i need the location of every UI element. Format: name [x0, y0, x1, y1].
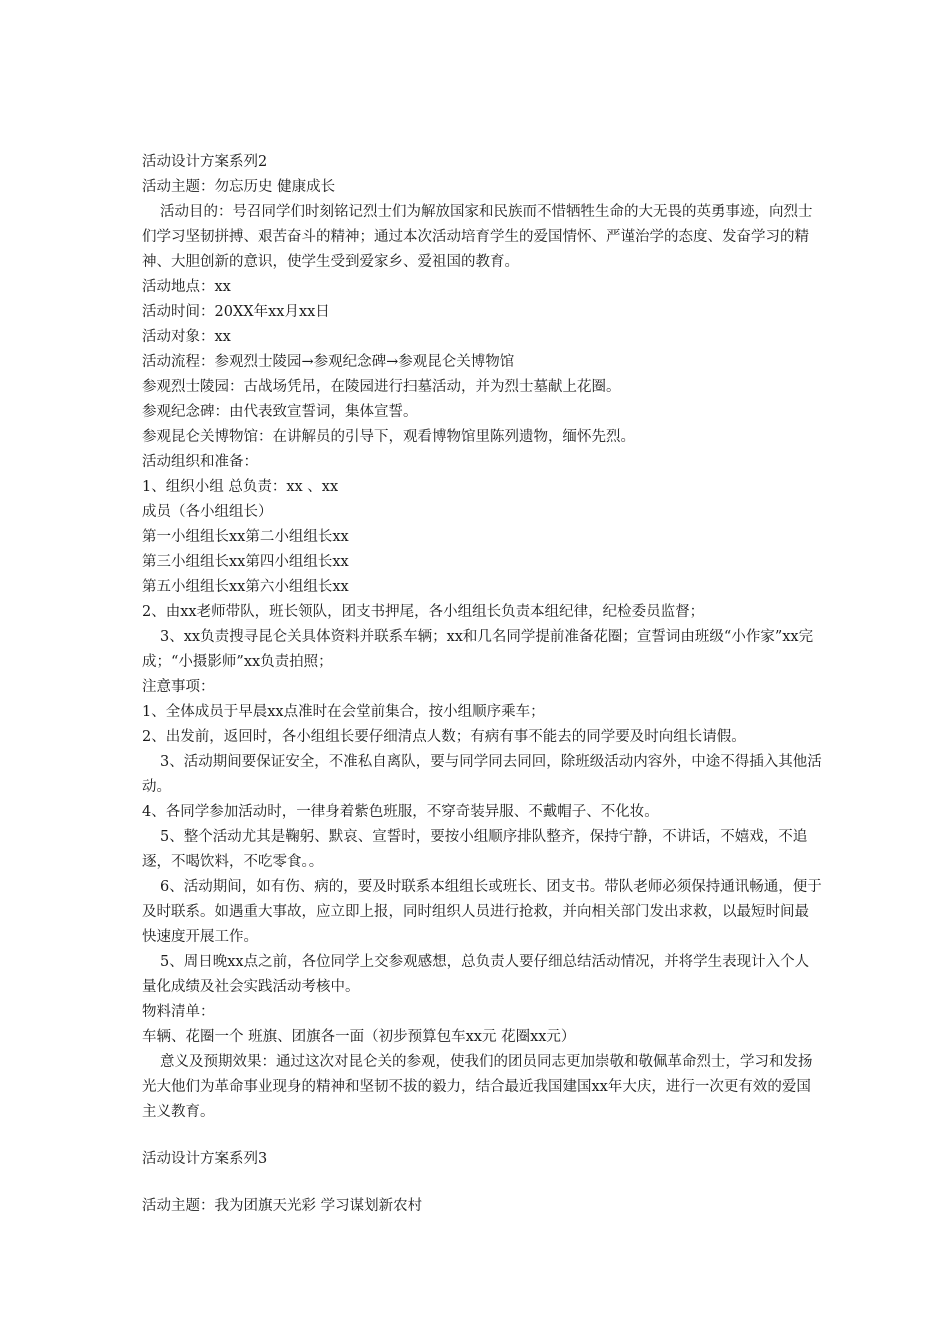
visit-monument: 参观纪念碑：由代表致宣誓词，集体宣誓。	[142, 404, 418, 420]
activity-purpose: 活动目的：号召同学们时刻铭记烈士们为解放国家和民族而不惜牺牲生命的大无畏的英勇事迹，向烈士们学习坚韧拼搏、艰苦奋斗的精神；通过本次活动培育学生的爱国情怀、严谨治学的态度、发奋学习的精神、大胆创新的意识，使学生受到爱家乡、爱祖国的教育。	[142, 204, 813, 270]
activity-audience: 活动对象：xx	[142, 329, 231, 345]
visit-cemetery: 参观烈士陵园：古战场凭吊，在陵园进行扫墓活动，并为烈士墓献上花圈。	[142, 379, 621, 395]
document-body	[142, 150, 822, 1219]
org-item-3: 3、xx负责搜寻昆仑关具体资料并联系车辆；xx和几名同学提前准备花圈；宣誓词由班级“小作家”xx完成；“小摄影师”xx负责拍照；	[142, 629, 814, 670]
notes-heading: 注意事项：	[142, 679, 215, 695]
materials-list: 车辆、花圈一个 班旗、团旗各一面（初步预算包车xx元 花圈xx元）	[142, 1029, 576, 1045]
section-title: 活动设计方案系列2	[142, 154, 268, 170]
section-title: 活动设计方案系列3	[142, 1151, 268, 1167]
materials-heading: 物料清单：	[142, 1004, 215, 1020]
org-heading: 活动组织和准备：	[142, 454, 258, 470]
group-line: 第一小组组长xx第二小组组长xx	[142, 529, 349, 545]
significance: 意义及预期效果：通过这次对昆仑关的参观，使我们的团员同志更加崇敬和敬佩革命烈士，学习和发扬光大他们为革命事业现身的精神和坚韧不拔的毅力，结合最近我国建国xx年大庆，进行一次更有效的爱国主义教育。	[142, 1054, 813, 1120]
note-item-4: 4、各同学参加活动时，一律身着紫色班服，不穿奇装异服、不戴帽子、不化妆。	[142, 804, 659, 820]
org-item-1: 1、组织小组 总负责：xx 、xx	[142, 479, 339, 495]
note-item-6: 6、活动期间，如有伤、病的，要及时联系本组组长或班长、团支书。带队老师必须保持通讯畅通，便于及时联系。如遇重大事故，应立即上报，同时组织人员进行抢救，并向相关部门发出求救，以最短时间最快速度开展工作。	[142, 879, 822, 945]
activity-time: 活动时间：20XX年xx月xx日	[142, 304, 330, 320]
note-item-2: 2、出发前，返回时，各小组组长要仔细清点人数；有病有事不能去的同学要及时向组长请假。	[142, 729, 746, 745]
note-item-1: 1、全体成员于早晨xx点准时在会堂前集合，按小组顺序乘车；	[142, 704, 545, 720]
note-item-5: 5、整个活动尤其是鞠躬、默哀、宣誓时，要按小组顺序排队整齐，保持宁静，不讲话，不嬉戏，不追逐，不喝饮料，不吃零食。。	[142, 829, 808, 870]
note-item-3: 3、活动期间要保证安全，不准私自离队，要与同学同去同回，除班级活动内容外，中途不得插入其他活动。	[142, 754, 822, 795]
group-line: 第三小组组长xx第四小组组长xx	[142, 554, 349, 570]
visit-museum: 参观昆仑关博物馆：在讲解员的引导下，观看博物馆里陈列遗物，缅怀先烈。	[142, 429, 635, 445]
org-item-2: 2、由xx老师带队，班长领队，团支书押尾，各小组组长负责本组纪律，纪检委员监督；	[142, 604, 705, 620]
activity-theme: 活动主题：勿忘历史 健康成长	[142, 179, 336, 195]
activity-theme: 活动主题：我为团旗天光彩 学习谋划新农村	[142, 1198, 423, 1214]
activity-process: 活动流程：参观烈士陵园→参观纪念碑→参观昆仑关博物馆	[142, 354, 515, 370]
group-line: 第五小组组长xx第六小组组长xx	[142, 579, 349, 595]
members-heading: 成员（各小组组长）	[142, 504, 273, 520]
activity-location: 活动地点：xx	[142, 279, 231, 295]
note-item-7: 5、周日晚xx点之前，各位同学上交参观感想，总负责人要仔细总结活动情况，并将学生表现计入个人量化成绩及社会实践活动考核中。	[142, 954, 810, 995]
